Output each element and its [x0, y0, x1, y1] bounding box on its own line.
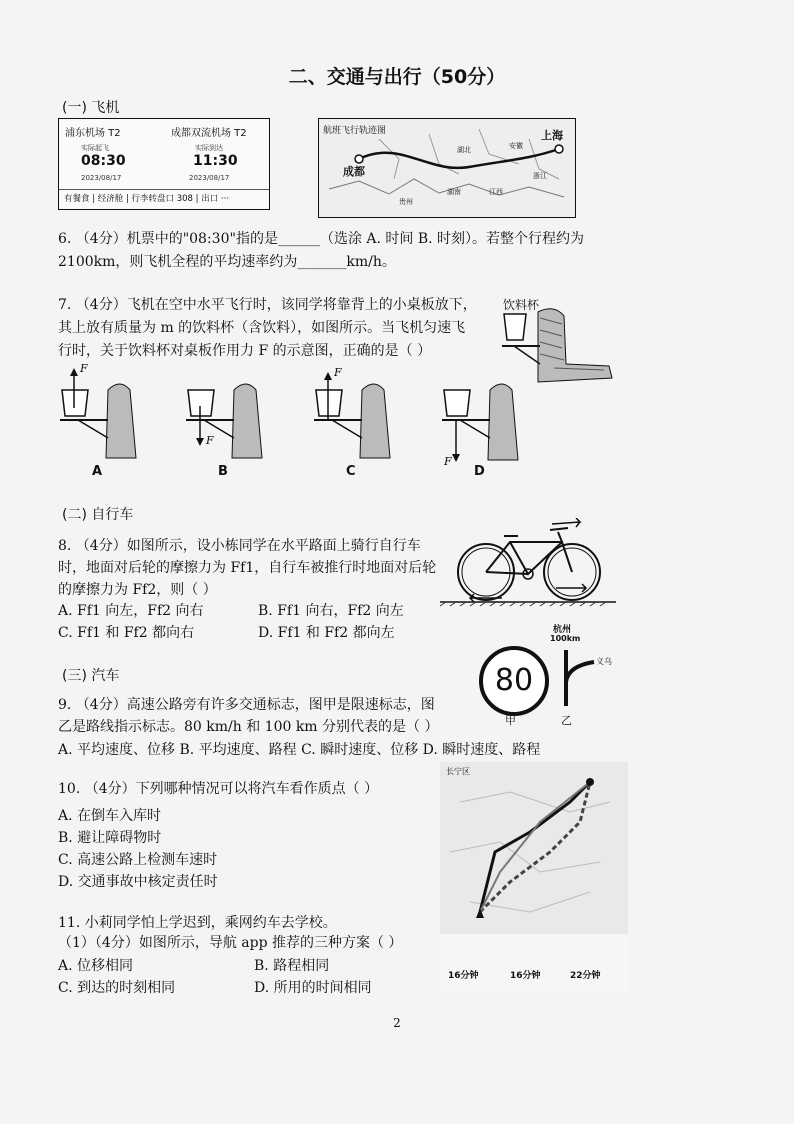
question-11-line-1: 11. 小莉同学怕上学迟到，乘网约车去学校。	[58, 915, 337, 931]
nav-header: 长宁区	[446, 767, 470, 776]
question-9-options: A. 平均速度、位移 B. 平均速度、路程 C. 瞬时速度、位移 D. 瞬时速度、路程	[58, 742, 541, 758]
question-7-line-1: 7. （4分）飞机在空中水平飞行时，该同学将靠背上的小桌板放下，	[58, 297, 477, 313]
map-place: 湖北	[457, 146, 471, 154]
question-10-option-d: D. 交通事故中核定责任时	[58, 874, 218, 890]
force-label-a: F	[80, 362, 88, 375]
section-heading-car: (三) 汽车	[62, 668, 120, 684]
option-c-figure	[312, 368, 402, 464]
page-number: 2	[393, 1016, 401, 1030]
question-8-option-a: A. Ff1 向左，Ff2 向右	[58, 603, 204, 619]
question-11-option-c: C. 到达的时刻相同	[58, 980, 176, 996]
ticket-to: 成都双流机场 T2	[171, 128, 247, 139]
map-place: 湖南	[447, 188, 461, 196]
question-7-line-3: 行时，关于饮料杯对桌板作用力 F 的示意图，正确的是（ ）	[58, 343, 432, 359]
map-place: 江西	[489, 188, 503, 196]
question-10-option-b: B. 避让障碍物时	[58, 830, 162, 846]
bicycle-figure	[440, 518, 616, 610]
question-11-option-d: D. 所用的时间相同	[254, 980, 372, 996]
force-label-b: F	[206, 434, 214, 447]
map-place: 贵州	[399, 198, 413, 206]
ticket-from: 浦东机场 T2	[65, 128, 121, 139]
question-11-line-2: （1）（4分）如图所示，导航 app 推荐的三种方案（ ）	[58, 935, 403, 951]
question-8-line-1: 8. （4分）如图所示，设小栋同学在水平路面上骑行自行车	[58, 538, 421, 554]
ticket-footer: 有餐食 | 经济舱 | 行李转盘口 308 | 出口 ···	[59, 189, 269, 209]
question-6-line-1: 6. （4分）机票中的"08:30"指的是______（选涂 A. 时间 B. 时刻）。若整个行程约为	[58, 231, 585, 247]
ticket-arrive-date: 2023/08/17	[189, 174, 230, 182]
cup-label: 饮料杯	[503, 298, 540, 312]
option-a-caption: A	[92, 464, 103, 479]
option-d-figure	[440, 374, 530, 470]
sign-city-top: 杭州	[553, 625, 572, 635]
question-8-line-2: 时，地面对后轮的摩擦力为 Ff1，自行车被推行时地面对后轮	[58, 560, 437, 576]
option-d-caption: D	[474, 464, 485, 479]
map-title: 航班飞行轨迹图	[323, 126, 387, 136]
sign-label-a: 甲	[505, 714, 516, 727]
nav-map-drawing	[440, 762, 628, 994]
sign-city-right: 义乌	[596, 657, 612, 666]
option-b-caption: B	[218, 464, 228, 479]
force-label-d: F	[444, 455, 452, 468]
map-end-city: 上海	[541, 129, 563, 142]
option-a-figure	[58, 368, 148, 464]
question-8-option-b: B. Ff1 向右，Ff2 向左	[258, 603, 404, 619]
question-11-option-b: B. 路程相同	[254, 958, 330, 974]
route-sign-arrow	[556, 646, 600, 708]
ticket-depart-date: 2023/08/17	[81, 174, 122, 182]
speed-limit-sign: 80	[479, 646, 549, 716]
ticket-depart-time: 08:30	[81, 153, 126, 169]
question-10-option-c: C. 高速公路上检测车速时	[58, 852, 218, 868]
question-11-option-a: A. 位移相同	[58, 958, 134, 974]
option-b-figure	[184, 368, 274, 464]
question-6-line-2: 2100km，则飞机全程的平均速率约为_______km/h。	[58, 254, 396, 270]
navigation-app-screenshot	[440, 762, 628, 994]
question-10-line-1: 10. （4分）下列哪种情况可以将汽车看作质点（ ）	[58, 781, 379, 797]
question-9-line-2: 乙是路线指示标志。80 km/h 和 100 km 分别代表的是（ ）	[58, 719, 439, 735]
section-heading-bike: (二) 自行车	[62, 507, 134, 523]
nav-route-1[interactable]: 16分钟	[448, 971, 479, 981]
force-label-c: F	[334, 366, 342, 379]
page-title: 二、交通与出行（50分）	[288, 66, 506, 88]
nav-route-3[interactable]: 22分钟	[570, 971, 601, 981]
question-8-line-3: 的摩擦力为 Ff2，则（ ）	[58, 582, 217, 598]
question-9-line-1: 9. （4分）高速公路旁有许多交通标志，图甲是限速标志，图	[58, 697, 435, 713]
sign-label-b: 乙	[561, 714, 572, 727]
question-10-option-a: A. 在倒车入库时	[58, 808, 162, 824]
flight-ticket	[58, 118, 270, 210]
ticket-depart-label: 实际起飞	[81, 144, 109, 152]
section-heading-plane: (一) 飞机	[62, 100, 120, 116]
option-c-caption: C	[346, 464, 356, 479]
map-place: 安徽	[509, 142, 523, 150]
map-place: 浙江	[533, 172, 547, 180]
map-start-city: 成都	[343, 165, 365, 178]
question-7-line-2: 其上放有质量为 m 的饮料杯（含饮料），如图所示。当飞机匀速飞	[58, 320, 466, 336]
sign-distance: 100km	[550, 634, 581, 643]
nav-route-2[interactable]: 16分钟	[510, 971, 541, 981]
question-8-option-c: C. Ff1 和 Ff2 都向右	[58, 625, 195, 641]
ticket-arrive-time: 11:30	[193, 153, 238, 169]
flight-route-map	[318, 118, 576, 218]
question-8-option-d: D. Ff1 和 Ff2 都向左	[258, 625, 395, 641]
ticket-arrive-label: 实际到达	[195, 144, 223, 152]
